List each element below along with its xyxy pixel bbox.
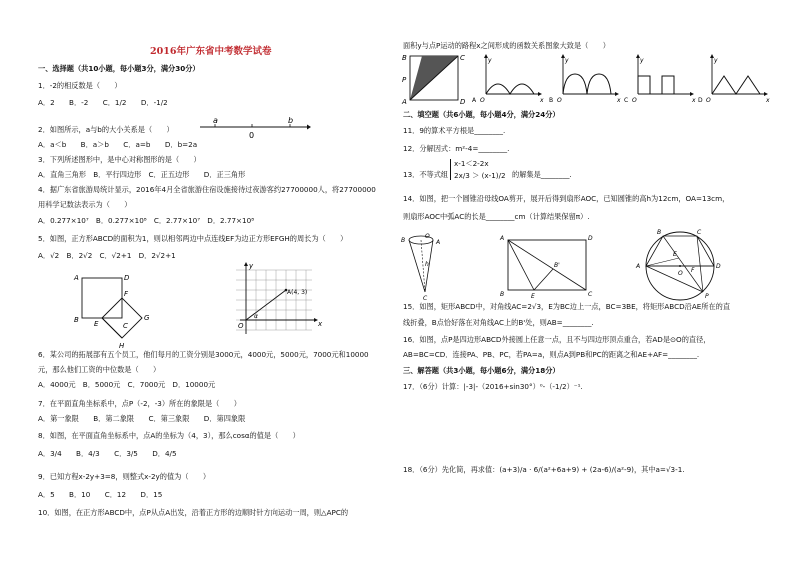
question-10: 10．如图，在正方形ABCD中，点P从点A出发，沿着正方形的边顺时针方向运动一周，则△APC的 (38, 508, 349, 517)
cone-label-A: A (436, 239, 441, 246)
rect-label-C: C (588, 291, 593, 298)
cone-label-B: B (401, 237, 406, 244)
question-10-continued: 面积y与点P运动的路程x之间形成的函数关系图象大致是（ ） (403, 41, 610, 50)
circle-label-B: B (657, 229, 662, 236)
question-7: 7．在平面直角坐标系中，点P（-2，-3）所在的象限是（ ） (38, 399, 241, 408)
circle-label-O: O (678, 270, 683, 277)
question-14-line1: 14．如图，把一个圆锥沿母线OA剪开，展开后得到扇形AOC，已知圆锥的高h为12cm，OA=13cm， (403, 194, 730, 203)
graph-b-origin: O (557, 97, 562, 104)
label-B: B (74, 316, 79, 324)
fig10-label-A: A (402, 98, 407, 106)
label-D: D (124, 274, 130, 282)
question-3: 3．下列所述图形中，是中心对称图形的是（ ） (38, 155, 201, 164)
question-6-options: A．4000元 B．5000元 C．7000元 D．10000元 (38, 380, 216, 389)
fig10-label-P: P (402, 76, 407, 84)
question-7-options: A．第一象限 B．第二象限 C．第三象限 D．第四象限 (38, 414, 246, 423)
question-9-options: A．5 B．10 C．12 D．15 (38, 490, 163, 499)
number-line-figure (200, 118, 310, 140)
section-choice-header: 一、选择题（共10小题，每小题3分，满分30分） (38, 64, 200, 73)
label-zero: 0 (249, 131, 255, 140)
cone-label-C: C (423, 295, 428, 302)
graph-a-origin: O (480, 97, 485, 104)
graph-a-y: y (488, 57, 492, 64)
graph-d-y: y (714, 57, 718, 64)
question-4-options: A．0.277×10⁷ B．0.277×10⁸ C．2.77×10⁷ D．2.77×10⁸ (38, 216, 255, 225)
question-8-options: A．3/4 B．4/3 C．3/5 D．4/5 (38, 449, 177, 458)
cone-label-h: h (425, 261, 429, 268)
question-6-line1: 6．某公司的拓展部有五个员工，他们每月的工资分别是3000元，4000元，5000元，7000元和10000 (38, 350, 369, 359)
graph-a-letter: A (472, 97, 477, 104)
question-17: 17．（6分）计算：|-3|-（2016+sin30°）⁰-（-1/2）⁻¹. (403, 382, 583, 391)
question-6-line2: 元，那么他们工资的中位数是（ ） (38, 365, 161, 374)
label-H: H (119, 342, 125, 350)
rect-label-E: E (531, 293, 535, 300)
label-G: G (144, 314, 150, 322)
question-2-options: A．a＜b B．a＞b C．a=b D．b=2a (38, 140, 198, 149)
label-A: A (74, 274, 79, 282)
graph-c-x: x (692, 97, 696, 104)
fig10-label-C: C (460, 54, 465, 62)
question-13-prefix: 13．不等式组 (403, 170, 449, 179)
label-F: F (124, 290, 129, 298)
rect-label-B: B (500, 291, 505, 298)
circle-label-P: P (705, 293, 709, 300)
label-C: C (123, 322, 128, 330)
square-path-figure (400, 52, 480, 112)
graph-d-x: x (766, 97, 770, 104)
graph-option-C (624, 54, 700, 104)
question-9: 9．已知方程x-2y+3=8，则整式x-2y的值为（ ） (38, 472, 211, 481)
rect-label-D: D (588, 235, 593, 242)
inequality-1: x-1＜2-2x (454, 159, 489, 168)
circle-label-D: D (716, 263, 721, 270)
rectangle-fold-figure (500, 234, 596, 306)
label-x: x (318, 320, 323, 328)
graph-b-letter: B (549, 97, 554, 104)
question-1: 1．-2的相反数是（ ） (38, 81, 122, 90)
graph-c-y: y (640, 57, 644, 64)
circle-label-F: F (691, 267, 695, 274)
circle-label-A: A (636, 263, 641, 270)
question-4-line2: 用科学记数法表示为（ ） (38, 200, 132, 209)
square-figure (68, 270, 158, 350)
question-5: 5．如图，正方形ABCD的面积为1，则以相邻两边中点连线EF为边正方形EFGH的周长为（ ） (38, 234, 348, 243)
circle-quadrilateral-figure (633, 226, 733, 306)
label-O: O (238, 322, 244, 330)
question-2: 2．如图所示，a与b的大小关系是（ ） (38, 125, 174, 134)
graph-option-A (472, 54, 548, 104)
graph-option-D (698, 54, 774, 104)
fig10-label-D: D (460, 98, 466, 106)
question-5-options: A．√2 B．2√2 C．√2+1 D．2√2+1 (38, 251, 176, 260)
question-15-line2: 线折叠，B点恰好落在对角线AC上的B'处，则AB=________. (403, 318, 594, 327)
label-b: b (288, 116, 294, 125)
label-alpha: α (254, 313, 258, 320)
rect-label-A: A (500, 235, 505, 242)
question-1-options: A．2 B．-2 C．1/2 D．-1/2 (38, 98, 168, 107)
circle-label-C: C (697, 229, 702, 236)
graph-a-x: x (540, 97, 544, 104)
fig10-label-B: B (402, 54, 407, 62)
inequality-2: 2x/3 ＞ (x-1)/2 (454, 171, 506, 180)
label-E: E (94, 320, 99, 328)
graph-b-y: y (565, 57, 569, 64)
inequality-system (450, 159, 506, 180)
graph-b-x: x (617, 97, 621, 104)
label-y: y (249, 262, 254, 270)
section-fill-header: 二、填空题（共6小题，每小题4分，满分24分） (403, 110, 560, 119)
graph-option-B (549, 54, 625, 104)
label-a: a (213, 116, 218, 125)
cone-figure (403, 232, 447, 302)
page-title: 2016年广东省中考数学试卷 (150, 46, 272, 57)
question-16-line1: 16．如图，点P是四边形ABCD外接圆上任意一点，且不与四边形顶点重合，若AD是⊙O的直径， (403, 335, 711, 344)
cone-label-O: O (425, 233, 430, 240)
label-point-A: A(4, 3) (287, 289, 308, 296)
question-18: 18．（6分）先化简，再求值：(a+3)/a · 6/(a²+6a+9) + (2a-6)/(a²-9)，其中a=√3-1. (403, 465, 685, 474)
graph-d-origin: O (706, 97, 711, 104)
question-12: 12．分解因式：m²-4=________. (403, 144, 510, 153)
question-14-line2: 则扇形AOC中弧AC的长是________cm（计算结果保留π）. (403, 212, 590, 221)
question-4-line1: 4．据广东省旅游局统计显示，2016年4月全省旅游住宿设施接待过夜游客约27700000人，将27700000 (38, 185, 376, 194)
rect-label-Bprime: B' (554, 262, 560, 269)
graph-d-letter: D (698, 97, 703, 104)
question-8: 8．如图，在平面直角坐标系中，点A的坐标为（4，3），那么cosα的值是（ ） (38, 431, 300, 440)
graph-c-origin: O (632, 97, 637, 104)
circle-label-E: E (673, 251, 677, 258)
question-13-suffix: 的解集是________. (512, 170, 572, 179)
question-11: 11．9的算术平方根是________. (403, 126, 506, 135)
graph-c-letter: C (624, 97, 629, 104)
question-15-line1: 15．如图，矩形ABCD中，对角线AC=2√3，E为BC边上一点，BC=3BE，将矩形ABCD沿AE所在的直 (403, 302, 731, 311)
question-16-line2: AB=BC=CD．连接PA、PB、PC，若PA=a，则点A到PB和PC的距离之和AE+AF=________. (403, 350, 700, 359)
question-3-options: A．直角三角形 B．平行四边形 C．正五边形 D．正三角形 (38, 170, 246, 179)
coordinate-grid-figure (236, 264, 326, 344)
section-answer-header: 三、解答题（共3小题，每小题6分，满分18分） (403, 366, 560, 375)
